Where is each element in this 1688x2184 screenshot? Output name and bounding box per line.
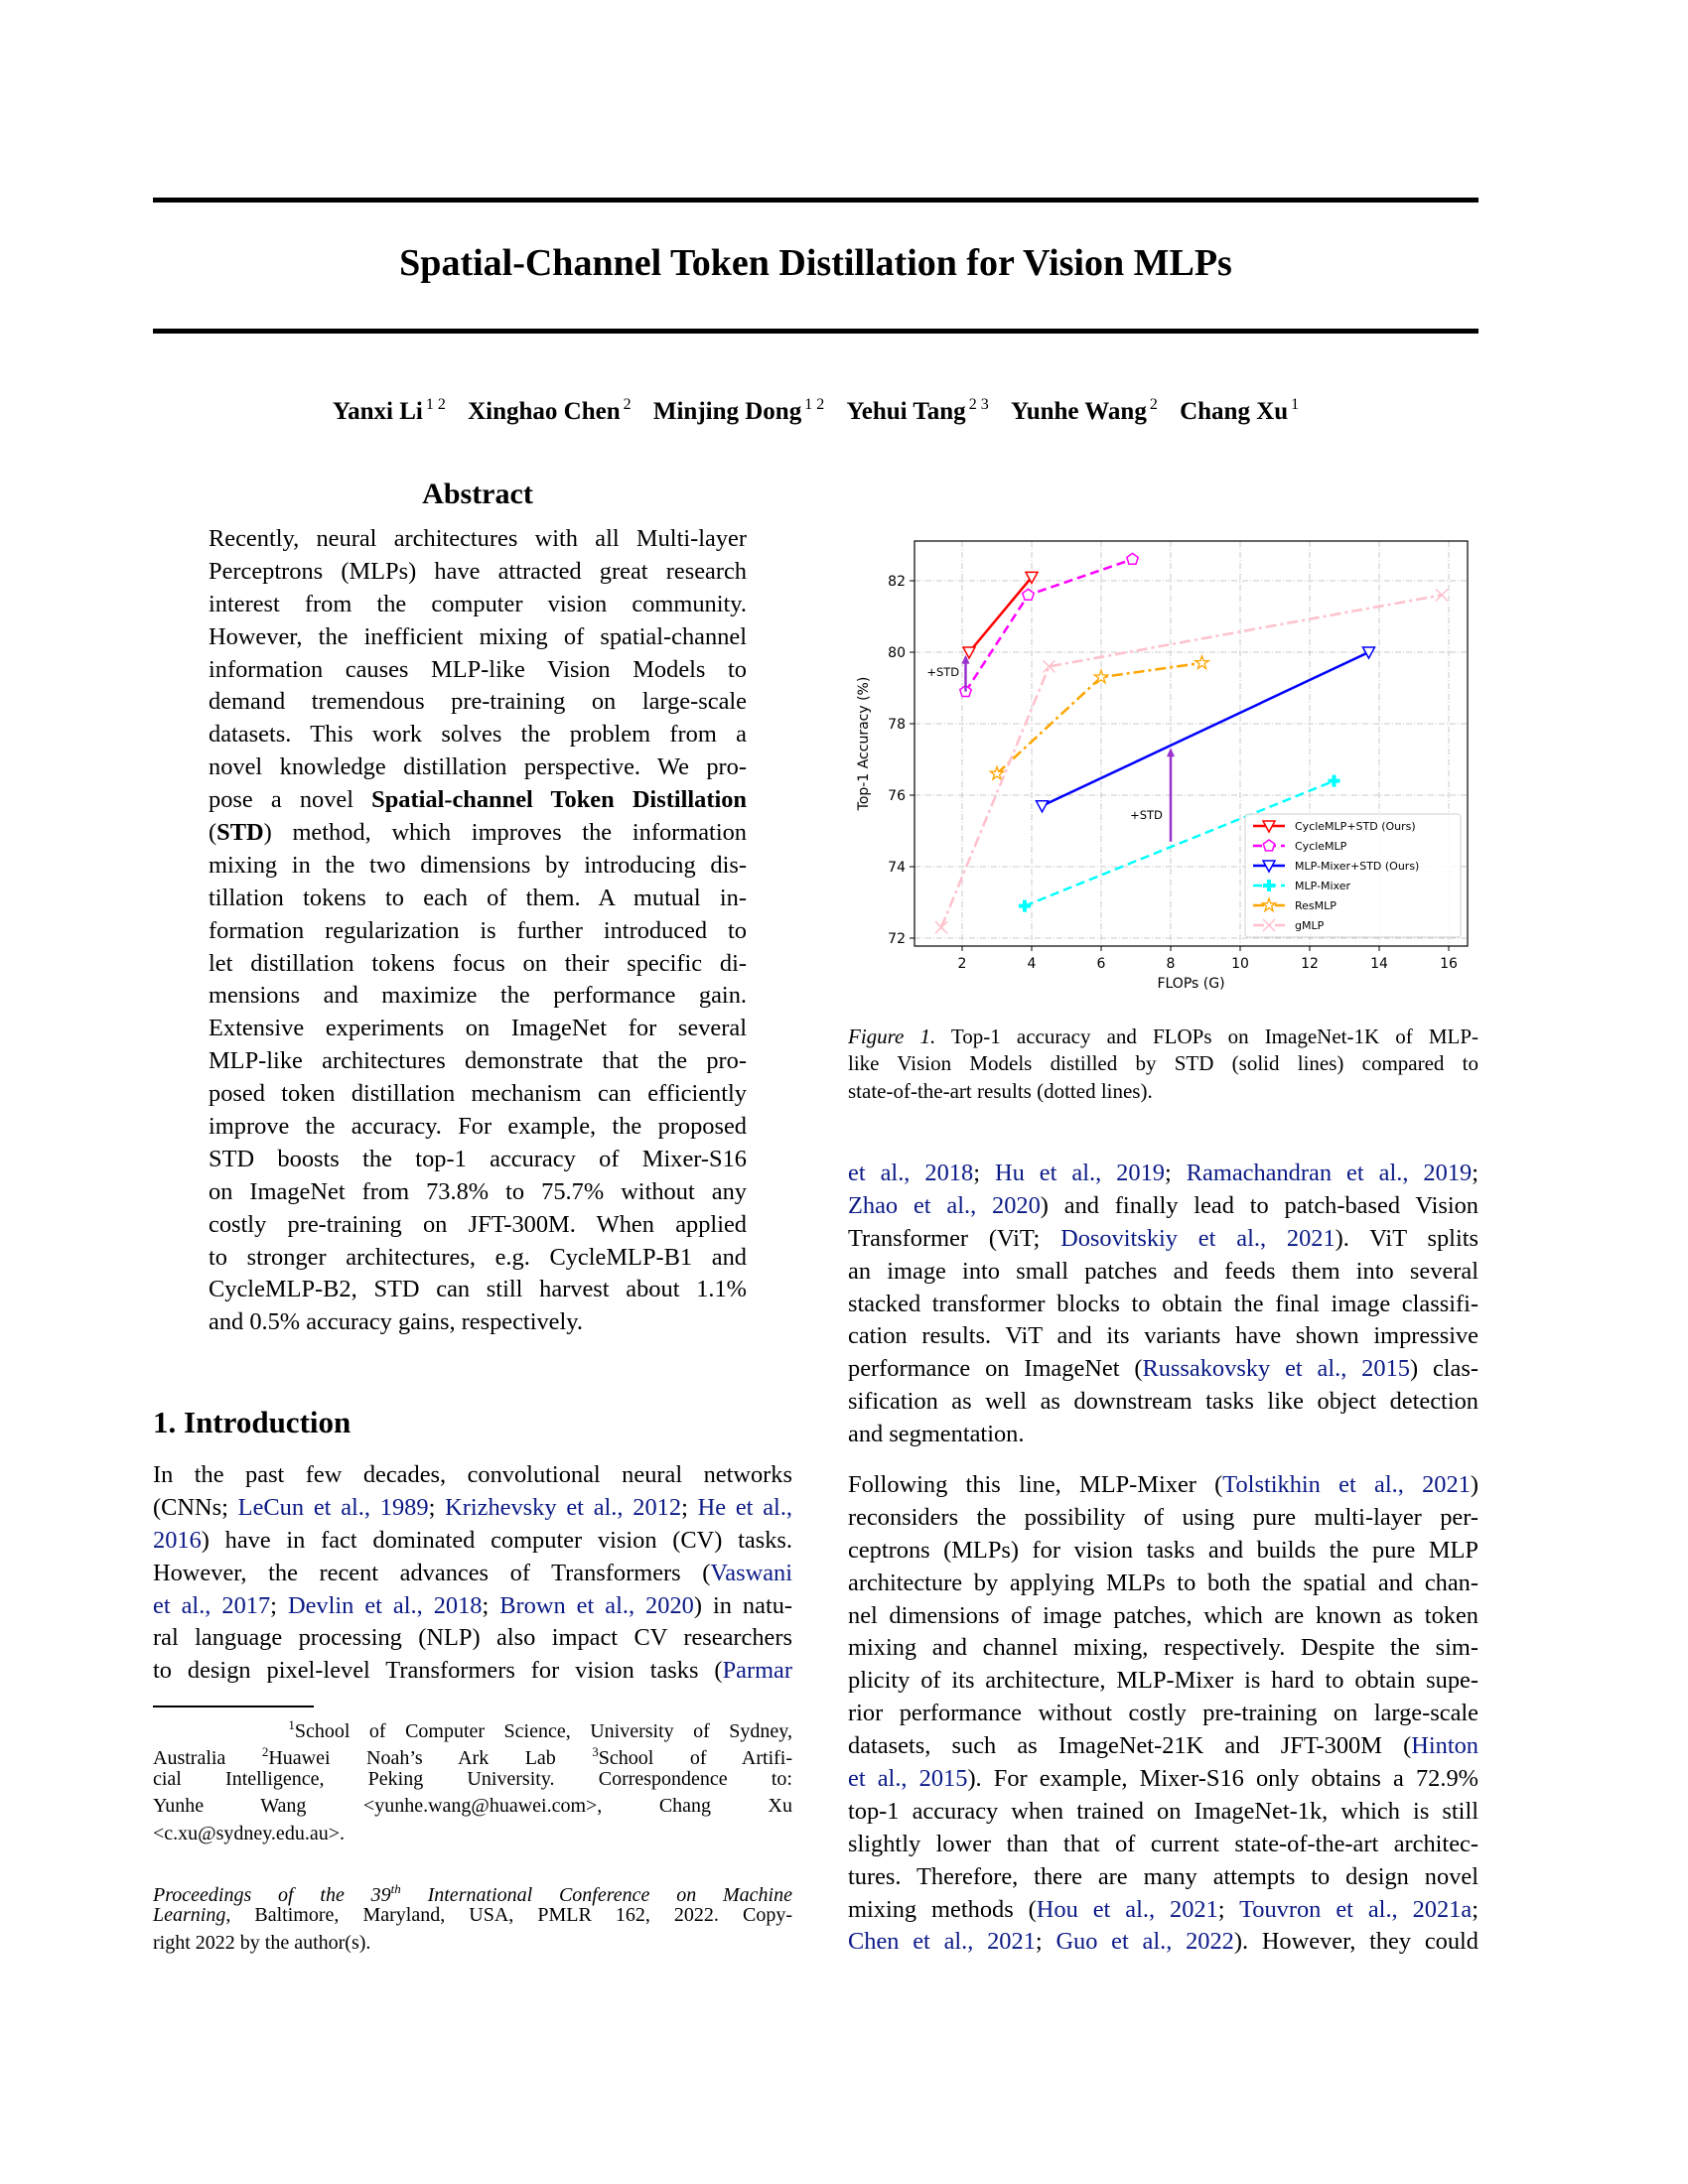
text-line: CycleMLP-B2, STD can still harvest about 1.1% [209, 1276, 747, 1303]
author: Xinghao Chen $^2$ [468, 396, 632, 425]
right-column-paragraph-1 [848, 1158, 1478, 1451]
text-line: Yunhe Wang <yunhe.wang@huawei.com>, Chang Xu [153, 1795, 792, 1818]
author: Chang Xu $^1$ [1180, 396, 1300, 425]
text-line: demand tremendous pre-training on large-scale [209, 688, 747, 716]
citation-link[interactable]: Krizhevsky et al., 2012 [445, 1493, 682, 1521]
x-tick-label: 10 [1231, 956, 1249, 972]
text-line: cation results. ViT and its variants have shown impressive [848, 1322, 1478, 1350]
text-line: (CNNs; LeCun et al., 1989; Krizhevsky et al., 2012; He et al., [153, 1493, 793, 1521]
text-line: Extensive experiments on ImageNet for several [209, 1015, 747, 1042]
text-line: et al., 2015). For example, Mixer-S16 only obtains a 72.9% [848, 1765, 1478, 1793]
y-tick-label: 76 [888, 788, 906, 804]
text-line: Recently, neural architectures with all Multi-layer [209, 525, 747, 552]
text-line: rior performance without costly pre-training on large-scale [848, 1700, 1478, 1727]
citation-link[interactable]: Tolstikhin et al., 2021 [1222, 1471, 1471, 1498]
author: Minjing Dong $^{1 2}$ [652, 396, 825, 425]
text-line: and segmentation. [848, 1421, 1025, 1448]
text-line: Transformer (ViT; Dosovitskiy et al., 2021). ViT splits [848, 1224, 1478, 1252]
citation-link[interactable]: Hou et al., 2021 [1036, 1895, 1218, 1923]
text-line: (STD) method, which improves the information [209, 819, 747, 847]
citation-link[interactable]: Devlin et al., 2018 [287, 1591, 483, 1619]
text-line: <c.xu@sydney.edu.au>. [153, 1822, 345, 1844]
chart-legend [1245, 814, 1461, 937]
paper-title: Spatial-Channel Token Distillation for Vision MLPs [399, 242, 1232, 284]
svg-text:+STD: +STD [926, 664, 960, 679]
text-line: nel dimensions of image patches, which are known as token [848, 1601, 1478, 1629]
text-line: pose a novel Spatial-channel Token Distillation [209, 786, 748, 814]
text-line: However, the recent advances of Transformers (Vaswani [153, 1559, 792, 1586]
text-line: novel knowledge distillation perspective. We pro- [209, 753, 747, 781]
text-line: 2016) have in fact dominated computer vision (CV) tasks. [153, 1526, 792, 1554]
x-tick-label: 14 [1370, 956, 1388, 972]
legend-entry: MLP-Mixer+STD (Ours) [1295, 860, 1420, 873]
x-tick-label: 6 [1096, 956, 1106, 972]
figure-1-chart [844, 526, 1479, 993]
y-axis-label: Top-1 Accuracy (%) [856, 676, 872, 811]
citation-link[interactable]: Dosovitskiy et al., 2021 [1060, 1224, 1336, 1252]
text-line: mixing and channel mixing, respectively. Despite the sim- [848, 1634, 1478, 1662]
text-line: slightly lower than that of current state-of-the-art architec- [848, 1830, 1478, 1857]
text-line: et al., 2018; Hu et al., 2019; Ramachandran et al., 2019; [848, 1160, 1478, 1186]
legend-entry: CycleMLP+STD (Ours) [1295, 820, 1416, 833]
text-line: Chen et al., 2021; Guo et al., 2022). However, they could [848, 1928, 1479, 1956]
citation-link[interactable]: Russakovsky et al., 2015 [1142, 1355, 1410, 1383]
citation-link[interactable]: Hu et al., 2019 [994, 1160, 1165, 1186]
citation-link[interactable]: Brown et al., 2020 [499, 1591, 694, 1619]
x-tick-label: 8 [1166, 956, 1176, 972]
text-line: architecture by applying MLPs to both the spatial and chan- [848, 1569, 1478, 1596]
citation-link[interactable]: He et al., [697, 1493, 793, 1521]
text-line: like Vision Models distilled by STD (solid lines) compared to [848, 1051, 1478, 1076]
author: Yanxi Li $^{1 2}$ [332, 396, 446, 425]
citation-link[interactable]: et al., 2015 [848, 1765, 968, 1793]
series-mlp-mixer-std-ours- [1037, 647, 1375, 812]
text-line: However, the inefficient mixing of spatial-channel [209, 622, 747, 650]
x-tick-label: 12 [1301, 956, 1319, 972]
text-line: Perceptrons (MLPs) have attracted great research [209, 557, 747, 585]
series-resmlp [990, 656, 1208, 779]
text-line: In the past few decades, convolutional neural networks [153, 1461, 792, 1488]
y-tick-label: 74 [888, 860, 906, 876]
citation-link[interactable]: Vaswani [710, 1559, 792, 1586]
title-top-rule [153, 198, 1478, 203]
x-tick-label: 4 [1027, 956, 1037, 972]
legend-entry: MLP-Mixer [1295, 880, 1350, 892]
citation-link[interactable]: Ramachandran et al., 2019 [1186, 1160, 1473, 1186]
text-line: plicity of its architecture, MLP-Mixer is hard to obtain supe- [848, 1667, 1478, 1695]
title-bottom-rule [153, 329, 1478, 334]
text-line: interest from the computer vision community. [209, 590, 747, 617]
text-line: performance on ImageNet (Russakovsky et al., 2015) clas- [848, 1355, 1478, 1383]
text-line: stacked transformer blocks to obtain the final image classifi- [848, 1290, 1478, 1317]
citation-link[interactable]: LeCun et al., 1989 [237, 1493, 429, 1521]
text-line: Proceedings of the 39th International Conference on Machine [153, 1881, 792, 1906]
text-line: Zhao et al., 2020) and finally lead to patch-based Vision [848, 1191, 1478, 1219]
footnote-rule [153, 1706, 314, 1707]
text-line: MLP-like architectures demonstrate that the pro- [209, 1047, 747, 1075]
text-line: Australia $^2$Huawei Noah’s Ark Lab $^3$School of Artifi- [153, 1744, 793, 1770]
text-line: datasets, such as ImageNet-21K and JFT-300M (Hinton [848, 1732, 1478, 1760]
citation-link[interactable]: Parmar [722, 1657, 792, 1685]
author: Yehui Tang $^{2 3}$ [846, 396, 989, 425]
text-line: Following this line, MLP-Mixer (Tolstikhin et al., 2021) [848, 1471, 1478, 1498]
text-line: Figure 1. Top-1 accuracy and FLOPs on ImageNet-1K of MLP- [848, 1024, 1478, 1048]
legend-entry: gMLP [1295, 919, 1325, 932]
abstract-heading: Abstract [422, 478, 533, 510]
x-tick-label: 16 [1440, 956, 1458, 972]
text-line: Learning, Baltimore, Maryland, USA, PMLR 162, 2022. Copy- [153, 1904, 792, 1927]
citation-link[interactable]: Zhao et al., 2020 [848, 1191, 1041, 1219]
text-line: posed token distillation mechanism can efficiently [209, 1080, 747, 1108]
text-line: mixing in the two dimensions by introducing dis- [209, 851, 747, 879]
text-line: improve the accuracy. For example, the proposed [209, 1113, 747, 1141]
text-line: tillation tokens to each of them. A mutual in- [209, 884, 747, 911]
text-line: top-1 accuracy when trained on ImageNet-1k, which is still [848, 1797, 1478, 1825]
accuracy-vs-flops-plot [844, 526, 1479, 993]
text-line: an image into small patches and feeds them into several [848, 1257, 1478, 1285]
text-line: state-of-the-art results (dotted lines). [848, 1078, 1153, 1103]
y-tick-label: 82 [888, 574, 906, 590]
author: Yunhe Wang $^2$ [1010, 396, 1158, 425]
text-line: datasets. This work solves the problem from a [209, 721, 747, 749]
legend-entry: CycleMLP [1295, 840, 1347, 853]
text-line: cial Intelligence, Peking University. Correspondence to: [153, 1767, 792, 1790]
author-list [153, 389, 1478, 428]
x-axis-label: FLOPs (G) [1157, 976, 1225, 992]
abstract-body [209, 523, 747, 1339]
text-line: ral language processing (NLP) also impact CV researchers [153, 1624, 792, 1652]
text-line: mensions and maximize the performance gain. [209, 982, 747, 1010]
svg-text:+STD: +STD [1130, 807, 1163, 822]
citation-link[interactable]: Touvron et al., 2021a [1239, 1895, 1473, 1923]
text-line: tures. Therefore, there are many attempts to design novel [848, 1862, 1478, 1890]
citation-link[interactable]: et al., 2018 [848, 1160, 974, 1186]
y-tick-label: 80 [888, 645, 906, 661]
text-line: $^1$School of Computer Science, University of Sydney, [288, 1717, 792, 1742]
right-column-paragraph-2 [848, 1469, 1478, 1959]
text-line: on ImageNet from 73.8% to 75.7% without any [209, 1177, 747, 1205]
citation-link[interactable]: 2016 [153, 1526, 202, 1554]
section-heading-introduction: 1. Introduction [153, 1405, 352, 1439]
text-line: formation regularization is further introduced to [209, 916, 747, 944]
text-line: let distillation tokens focus on their specific di- [209, 949, 747, 977]
figure-caption [848, 1024, 1478, 1105]
text-line: to stronger architectures, e.g. CycleMLP-B1 and [209, 1243, 747, 1271]
x-tick-label: 2 [957, 956, 967, 972]
y-tick-label: 78 [888, 717, 906, 733]
series-cyclemlp-std-ours- [963, 572, 1038, 658]
text-line: mixing methods (Hou et al., 2021; Touvron et al., 2021a; [848, 1895, 1478, 1923]
legend-entry: ResMLP [1295, 899, 1336, 912]
text-line: to design pixel-level Transformers for vision tasks (Parmar [153, 1657, 792, 1685]
affiliation-footnote [153, 1711, 792, 1847]
citation-link[interactable]: Hinton [1411, 1732, 1478, 1760]
text-line: right 2022 by the author(s). [153, 1931, 371, 1954]
text-line: STD boosts the top-1 accuracy of Mixer-S16 [209, 1145, 747, 1172]
text-line: ceptrons (MLPs) for vision tasks and builds the pure MLP [848, 1536, 1478, 1564]
citation-link[interactable]: et al., 2017 [153, 1591, 271, 1619]
series-cyclemlp [960, 553, 1138, 696]
y-tick-label: 72 [888, 931, 906, 947]
text-line: et al., 2017; Devlin et al., 2018; Brown et al., 2020) in natu- [153, 1591, 793, 1619]
text-line: information causes MLP-like Vision Models to [209, 655, 747, 683]
text-line: sification as well as downstream tasks like object detection [848, 1388, 1478, 1416]
proceedings-note [153, 1875, 792, 1957]
text-line: reconsiders the possibility of using pure multi-layer per- [848, 1503, 1478, 1531]
text-line: costly pre-training on JFT-300M. When applied [209, 1210, 747, 1238]
citation-link[interactable]: Chen et al., 2021 [848, 1928, 1036, 1956]
citation-link[interactable]: Guo et al., 2022 [1055, 1928, 1234, 1956]
std-annotation [926, 655, 969, 692]
introduction-body [153, 1459, 792, 1688]
text-line: and 0.5% accuracy gains, respectively. [209, 1308, 583, 1336]
